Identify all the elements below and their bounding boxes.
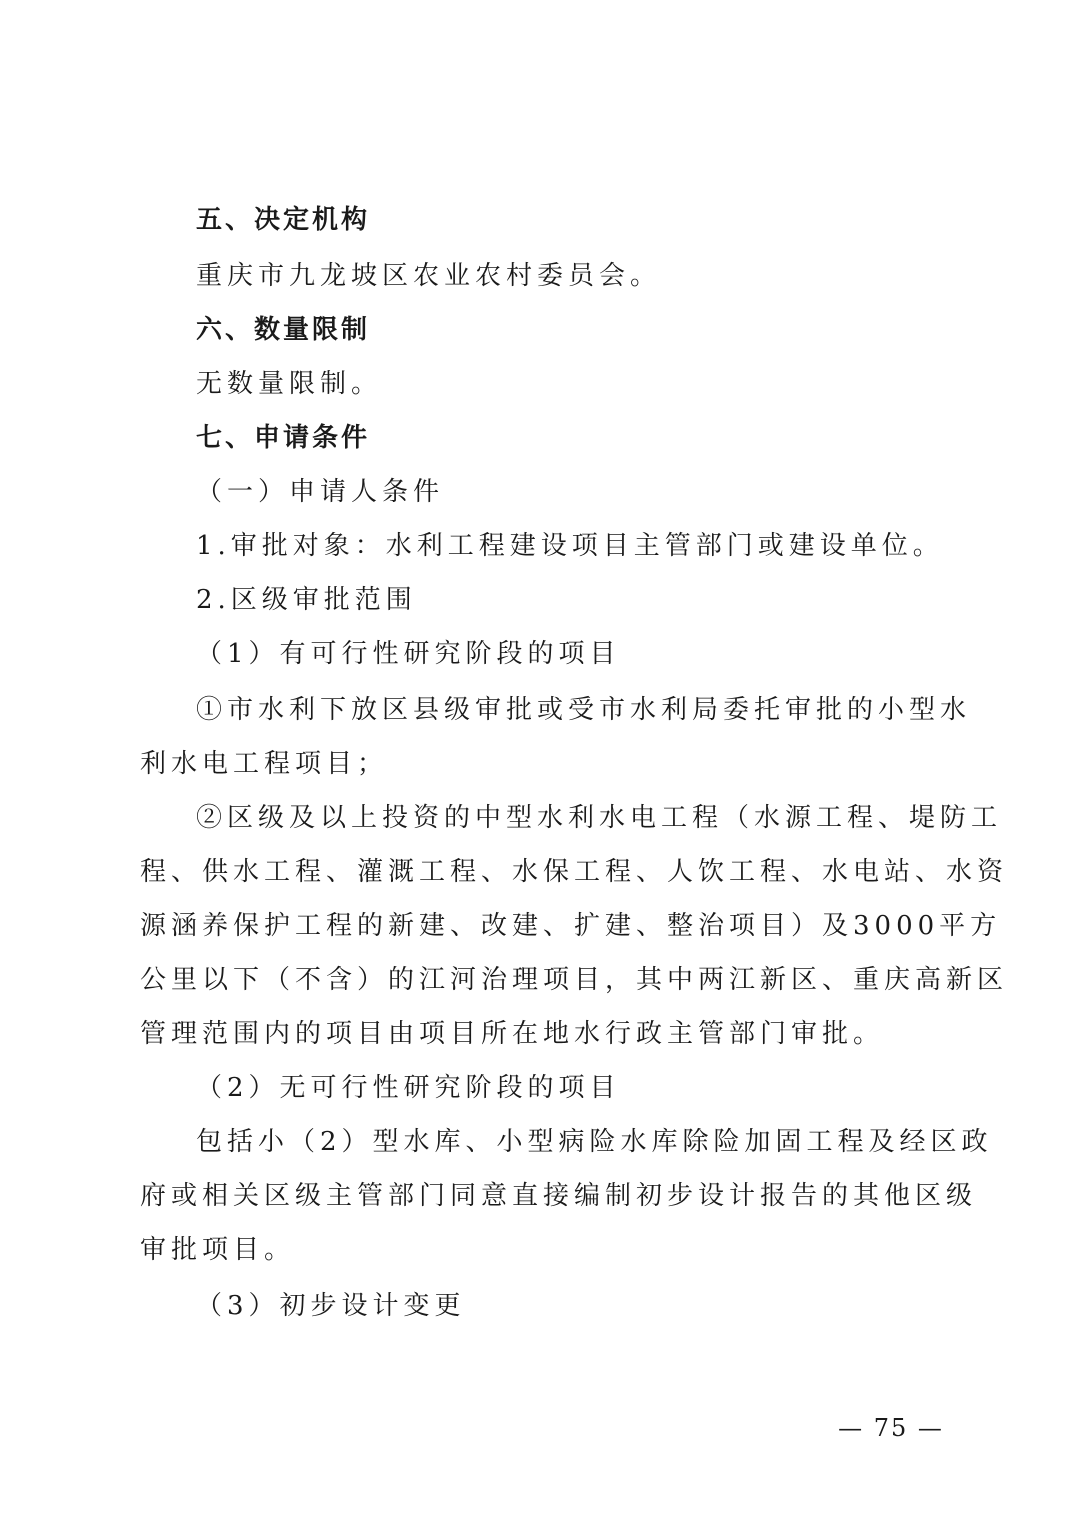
paragraph-two-line: 公里以下（不含）的江河治理项目，其中两江新区、重庆高新区 [140,965,1009,995]
applicant-conditions-subheading: （一）申请人条件 [196,477,445,507]
section-five-title: 五、决定机构 [196,205,371,235]
paragraph-one-line: 利水电工程项目； [140,749,389,779]
paragraph-three-line: 府或相关区级主管部门同意直接编制初步设计报告的其他区级 [140,1181,978,1211]
approval-target-item: 1.审批对象：水利工程建设项目主管部门或建设单位。 [196,531,944,561]
section-five-body: 重庆市九龙坡区农业农村委员会。 [196,261,662,291]
paragraph-two-line: ②区级及以上投资的中型水利水电工程（水源工程、堤防工 [196,803,1003,833]
no-feasibility-projects-subitem: （2）无可行性研究阶段的项目 [196,1073,621,1103]
paragraph-three-line: 包括小（2）型水库、小型病险水库除险加固工程及经区政 [196,1127,993,1157]
paragraph-two-line: 源涵养保护工程的新建、改建、扩建、整治项目）及3000平方 [140,911,1002,941]
paragraph-two-line: 管理范围内的项目由项目所在地水行政主管部门审批。 [140,1019,885,1049]
section-seven-title: 七、申请条件 [196,423,371,453]
district-approval-scope-item: 2.区级审批范围 [196,585,417,615]
paragraph-one-line: ①市水利下放区县级审批或受市水利局委托审批的小型水 [196,695,972,725]
feasibility-projects-subitem: （1）有可行性研究阶段的项目 [196,639,621,669]
paragraph-two-line: 程、供水工程、灌溉工程、水保工程、人饮工程、水电站、水资 [140,857,1009,887]
design-change-subitem: （3）初步设计变更 [196,1291,466,1321]
paragraph-three-line: 审批项目。 [140,1235,296,1265]
section-six-title: 六、数量限制 [196,315,371,345]
page-number: — 75 — [838,1414,944,1442]
section-six-body: 无数量限制。 [196,369,383,399]
